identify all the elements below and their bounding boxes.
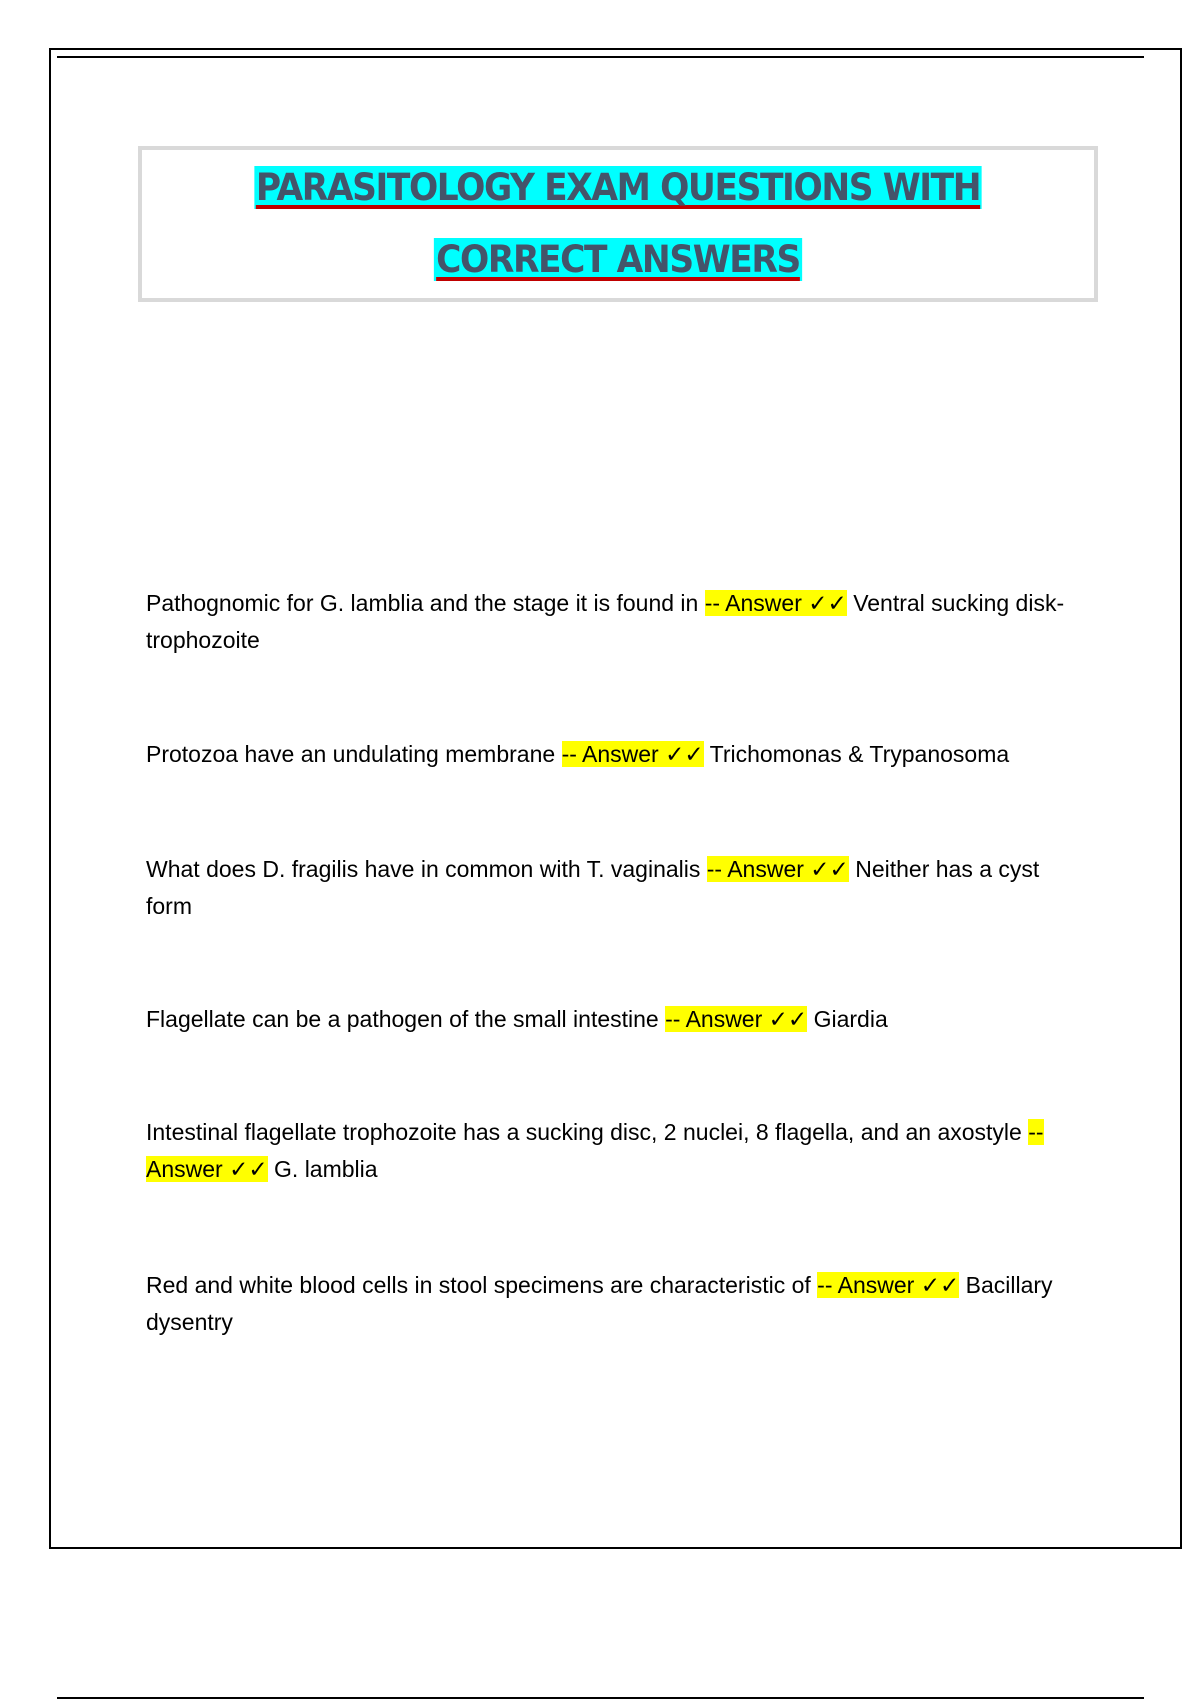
answer-marker: -- Answer ✓✓ <box>561 741 704 767</box>
question-text: Red and white blood cells in stool specimens are characteristic of <box>146 1272 811 1298</box>
document-title <box>204 152 1032 296</box>
question-text: What does D. fragilis have in common with T. vaginalis <box>146 856 701 882</box>
answer-text: G. lamblia <box>274 1156 378 1182</box>
bottom-rule <box>57 1697 1144 1699</box>
question-text: Pathognomic for G. lamblia and the stage it is found in <box>146 590 699 616</box>
answer-marker: -- Answer ✓✓ <box>146 1119 1044 1182</box>
qa-item <box>146 851 1071 925</box>
question-text: Flagellate can be a pathogen of the small intestine <box>146 1006 659 1032</box>
answer-marker: -- Answer ✓✓ <box>817 1272 960 1298</box>
answer-text: Giardia <box>813 1006 888 1032</box>
title-box <box>138 146 1098 302</box>
answer-marker: -- Answer ✓✓ <box>665 1006 808 1032</box>
answer-marker: -- Answer ✓✓ <box>706 856 849 882</box>
answer-text: Trichomonas & Trypanosoma <box>709 741 1010 767</box>
qa-item <box>146 1114 1071 1188</box>
qa-item <box>146 736 1009 773</box>
qa-item <box>146 1267 1071 1341</box>
question-text: Intestinal flagellate trophozoite has a sucking disc, 2 nuclei, 8 flagella, and an axostyle <box>146 1119 1022 1145</box>
answer-text: Neither has a cyst form <box>146 856 1040 919</box>
qa-item <box>146 585 1071 659</box>
qa-item <box>146 1001 888 1038</box>
answer-marker: -- Answer ✓✓ <box>704 590 847 616</box>
question-text: Protozoa have an undulating membrane <box>146 741 556 767</box>
top-rule <box>57 56 1144 58</box>
answer-text: Ventral sucking disk-trophozoite <box>146 590 1065 653</box>
answer-text: Bacillary dysentry <box>146 1272 1053 1335</box>
document-title-text: PARASITOLOGY EXAM QUESTIONS WITH CORRECT ANSWERS <box>255 166 981 281</box>
